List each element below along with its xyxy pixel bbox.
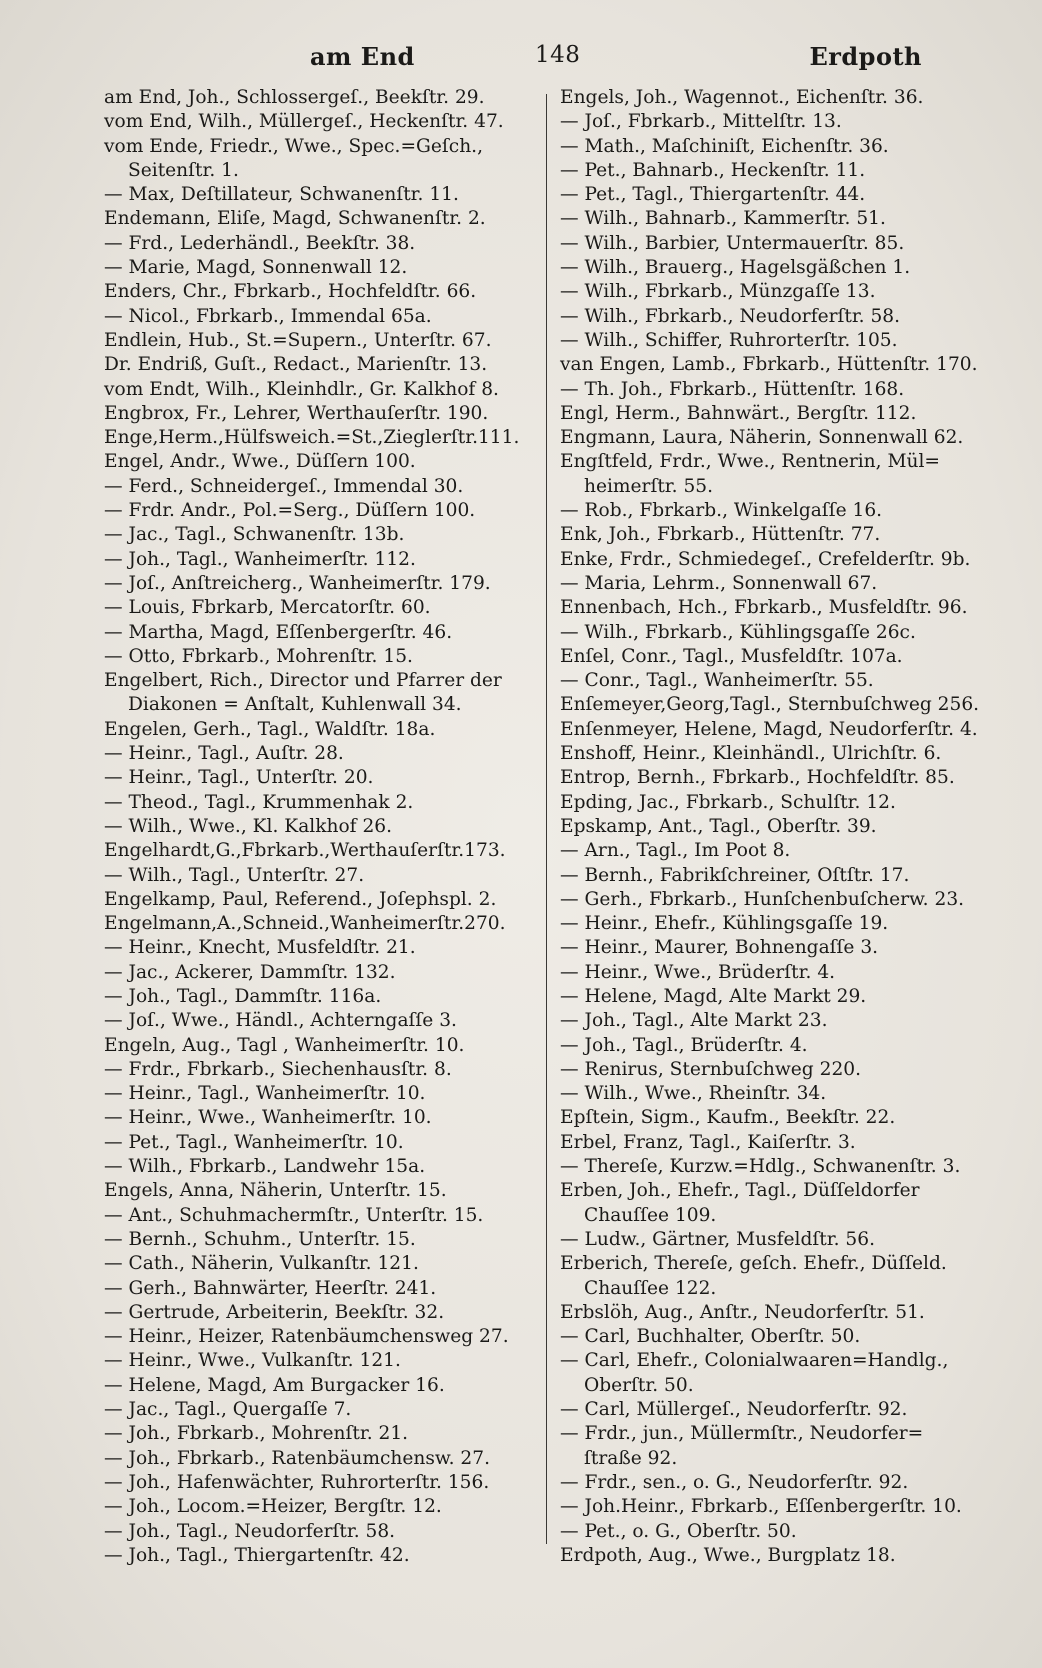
directory-entry-line: — Wilh., Barbier, Untermauerſtr. 85. bbox=[560, 232, 905, 254]
directory-entry-line: ſtraße 92. bbox=[584, 1447, 678, 1469]
directory-entry-line: — Heinr., Ehefr., Kühlingsgaſſe 19. bbox=[560, 913, 889, 935]
directory-entry-line: — Heinr., Wwe., Wanheimerſtr. 10. bbox=[104, 1107, 432, 1129]
directory-entry-line: — Helene, Magd, Alte Markt 29. bbox=[560, 985, 867, 1007]
directory-entry-line: Endlein, Hub., St.=Supern., Unterſtr. 67. bbox=[104, 329, 492, 351]
directory-entry-line: Enſenmeyer, Helene, Magd, Neudorferſtr. 4. bbox=[560, 718, 978, 740]
directory-entry-line: — Theod., Tagl., Krummenhak 2. bbox=[104, 791, 414, 813]
directory-entry-line: — Wilh., Wwe., Rheinſtr. 34. bbox=[560, 1083, 827, 1105]
directory-entry-line: Chauſſee 122. bbox=[584, 1277, 717, 1299]
directory-entry-line: — Gertrude, Arbeiterin, Beekſtr. 32. bbox=[104, 1301, 445, 1323]
left-column bbox=[104, 86, 536, 1568]
directory-entry-line: Epding, Jac., Fbrkarb., Schulſtr. 12. bbox=[560, 791, 896, 813]
page-header bbox=[105, 42, 990, 76]
directory-entry-line: Ennenbach, Hch., Fbrkarb., Musfeldſtr. 96. bbox=[560, 597, 968, 619]
directory-entry-line: — Gerh., Bahnwärter, Heerſtr. 241. bbox=[104, 1277, 437, 1299]
directory-entry-line: Enders, Chr., Fbrkarb., Hochfeldſtr. 66. bbox=[104, 281, 477, 303]
directory-entry-line: vom Endt, Wilh., Kleinhdlr., Gr. Kalkhof 8. bbox=[104, 378, 499, 400]
directory-entry-line: — Joh., Hafenwächter, Ruhrorterſtr. 156. bbox=[104, 1471, 490, 1493]
directory-entry-line: — Heinr., Heizer, Ratenbäumchensweg 27. bbox=[104, 1326, 509, 1348]
directory-entry-line: — Renirus, Sternbuſchweg 220. bbox=[560, 1058, 862, 1080]
directory-entry-line: Engels, Joh., Wagennot., Eichenſtr. 36. bbox=[560, 87, 924, 108]
directory-entry-line: — Joſ., Wwe., Händl., Achterngaſſe 3. bbox=[104, 1010, 457, 1032]
directory-entry-line: — Joh., Fbrkarb., Mohrenſtr. 21. bbox=[104, 1423, 409, 1445]
directory-entry-line: am End, Joh., Schlossergeſ., Beekſtr. 29. bbox=[104, 87, 485, 108]
directory-entry-line: Diakonen = Anſtalt, Kuhlenwall 34. bbox=[128, 694, 462, 716]
directory-entry-line: Engelhardt,G.,Fbrkarb.,Werthauſerſtr.173. bbox=[104, 840, 506, 862]
directory-entry-line: — Martha, Magd, Eſſenbergerſtr. 46. bbox=[104, 621, 453, 643]
directory-entry-line: — Pet., Tagl., Thiergartenſtr. 44. bbox=[560, 184, 866, 206]
directory-entry-line: — Wilh., Tagl., Unterſtr. 27. bbox=[104, 864, 365, 886]
directory-entry-line: — Wilh., Bahnarb., Kammerſtr. 51. bbox=[560, 208, 886, 230]
directory-entry-line: — Frdr., Fbrkarb., Siechenhausſtr. 8. bbox=[104, 1058, 452, 1080]
directory-entry-line: Erbel, Franz, Tagl., Kaiſerſtr. 3. bbox=[560, 1131, 856, 1153]
directory-entry-line: — Joh., Tagl., Thiergartenſtr. 42. bbox=[104, 1544, 410, 1566]
directory-entry-line: Oberſtr. 50. bbox=[584, 1374, 694, 1396]
directory-entry-line: Enk, Joh., Fbrkarb., Hüttenſtr. 77. bbox=[560, 524, 881, 546]
directory-entry-line: Enſemeyer,Georg,Tagl., Sternbuſchweg 256. bbox=[560, 694, 980, 716]
directory-entry-line: — Math., Maſchiniſt, Eichenſtr. 36. bbox=[560, 135, 889, 157]
directory-entry-line: — Thereſe, Kurzw.=Hdlg., Schwanenſtr. 3. bbox=[560, 1156, 961, 1178]
directory-entry-line: — Heinr., Tagl., Auſtr. 28. bbox=[104, 743, 344, 765]
directory-entry-line: Engeln, Aug., Tagl , Wanheimerſtr. 10. bbox=[104, 1034, 465, 1056]
directory-entry-line: — Wilh., Fbrkarb., Neudorferſtr. 58. bbox=[560, 305, 901, 327]
directory-entry-line: — Cath., Näherin, Vulkanſtr. 121. bbox=[104, 1253, 419, 1275]
directory-entry-line: — Wilh., Wwe., Kl. Kalkhof 26. bbox=[104, 815, 393, 837]
directory-entry-line: Engſtfeld, Frdr., Wwe., Rentnerin, Mül= bbox=[560, 451, 940, 473]
directory-entry-line: — Joh., Fbrkarb., Ratenbäumchensw. 27. bbox=[104, 1447, 490, 1469]
directory-entry-line: Engl, Herm., Bahnwärt., Bergſtr. 112. bbox=[560, 402, 917, 424]
directory-entry-line: Engmann, Laura, Näherin, Sonnenwall 62. bbox=[560, 427, 964, 449]
directory-entry-line: — Nicol., Fbrkarb., Immendal 65a. bbox=[104, 305, 432, 327]
directory-entry-line: — Carl, Buchhalter, Oberſtr. 50. bbox=[560, 1326, 861, 1348]
directory-entry-line: Enke, Frdr., Schmiedegeſ., Crefelderſtr. 9b. bbox=[560, 548, 971, 570]
directory-entry-line: — Wilh., Brauerg., Hagelsgäßchen 1. bbox=[560, 257, 911, 279]
directory-entry-line: — Jac., Tagl., Schwanenſtr. 13b. bbox=[104, 524, 405, 546]
directory-entry-line: — Heinr., Tagl., Wanheimerſtr. 10. bbox=[104, 1083, 426, 1105]
directory-entry-line: — Th. Joh., Fbrkarb., Hüttenſtr. 168. bbox=[560, 378, 905, 400]
directory-entry-line: Epſtein, Sigm., Kaufm., Beekſtr. 22. bbox=[560, 1107, 896, 1129]
directory-entry-line: — Heinr., Wwe., Brüderſtr. 4. bbox=[560, 961, 836, 983]
directory-entry-line: Enſel, Conr., Tagl., Musfeldſtr. 107a. bbox=[560, 645, 903, 667]
directory-entry-line: — Joh., Locom.=Heizer, Bergſtr. 12. bbox=[104, 1496, 442, 1518]
directory-entry-line: Seitenſtr. 1. bbox=[128, 159, 239, 181]
directory-entry-line: — Ant., Schuhmachermſtr., Unterſtr. 15. bbox=[104, 1204, 484, 1226]
directory-entry-line: Erdpoth, Aug., Wwe., Burgplatz 18. bbox=[560, 1544, 896, 1566]
directory-entry-line: vom Ende, Friedr., Wwe., Spec.=Geſch., bbox=[104, 135, 483, 157]
directory-entry-line: — Rob., Fbrkarb., Winkelgaſſe 16. bbox=[560, 500, 883, 522]
directory-entry-line: Engelbert, Rich., Director und Pfarrer der bbox=[104, 670, 502, 692]
directory-entry-line: — Max, Deſtillateur, Schwanenſtr. 11. bbox=[104, 184, 459, 206]
directory-entry-line: — Wilh., Schiffer, Ruhrorterſtr. 105. bbox=[560, 329, 898, 351]
directory-entry-line: Entrop, Bernh., Fbrkarb., Hochfeldſtr. 85. bbox=[560, 767, 955, 789]
directory-entry-line: heimerſtr. 55. bbox=[584, 475, 714, 497]
directory-entry-line: — Heinr., Knecht, Musfeldſtr. 21. bbox=[104, 937, 416, 959]
directory-entry-line: — Ludw., Gärtner, Musfeldſtr. 56. bbox=[560, 1228, 875, 1250]
directory-entry-line: Engelkamp, Paul, Referend., Joſephspl. 2. bbox=[104, 888, 497, 910]
right-column bbox=[560, 86, 992, 1568]
directory-entry-line: Erbslöh, Aug., Anſtr., Neudorferſtr. 51. bbox=[560, 1301, 925, 1323]
directory-entry-line: — Joh., Tagl., Neudorferſtr. 58. bbox=[104, 1520, 396, 1542]
directory-entry-line: — Frdr. Andr., Pol.=Serg., Düſſern 100. bbox=[104, 500, 476, 522]
directory-entry-line: — Frdr., sen., o. G., Neudorferſtr. 92. bbox=[560, 1471, 909, 1493]
directory-entry-line: — Heinr., Tagl., Unterſtr. 20. bbox=[104, 767, 374, 789]
directory-entry-line: — Bernh., Fabrikſchreiner, Oſtſtr. 17. bbox=[560, 864, 910, 886]
directory-entry-line: — Joh.Heinr., Fbrkarb., Eſſenbergerſtr. 10. bbox=[560, 1496, 962, 1518]
header-left-guideword: am End bbox=[310, 42, 415, 71]
directory-entry-line: — Wilh., Fbrkarb., Münzgaſſe 13. bbox=[560, 281, 876, 303]
directory-entry-line: — Pet., Tagl., Wanheimerſtr. 10. bbox=[104, 1131, 404, 1153]
directory-entry-line: van Engen, Lamb., Fbrkarb., Hüttenſtr. 170. bbox=[560, 354, 978, 376]
directory-entry-line: — Carl, Ehefr., Colonialwaaren=Handlg., bbox=[560, 1350, 949, 1372]
directory-entry-line: Enshoff, Heinr., Kleinhändl., Ulrichſtr. 6. bbox=[560, 743, 942, 765]
page-number: 148 bbox=[535, 42, 581, 68]
directory-entry-line: — Joh., Tagl., Alte Markt 23. bbox=[560, 1010, 828, 1032]
directory-entry-line: Engels, Anna, Näherin, Unterſtr. 15. bbox=[104, 1180, 447, 1202]
directory-entry-line: — Helene, Magd, Am Burgacker 16. bbox=[104, 1374, 445, 1396]
directory-entry-line: — Conr., Tagl., Wanheimerſtr. 55. bbox=[560, 670, 874, 692]
directory-entry-line: — Jac., Tagl., Quergaſſe 7. bbox=[104, 1399, 352, 1421]
directory-entry-line: Chauſſee 109. bbox=[584, 1204, 717, 1226]
directory-entry-line: — Carl, Müllergeſ., Neudorferſtr. 92. bbox=[560, 1399, 908, 1421]
column-divider bbox=[546, 94, 547, 1544]
directory-entry-line: Erberich, Thereſe, geſch. Ehefr., Düſſeld. bbox=[560, 1253, 947, 1275]
directory-entry-line: — Joſ., Anſtreicherg., Wanheimerſtr. 179. bbox=[104, 572, 491, 594]
directory-entry-line: — Wilh., Fbrkarb., Landwehr 15a. bbox=[104, 1156, 426, 1178]
directory-entry-line: Endemann, Eliſe, Magd, Schwanenſtr. 2. bbox=[104, 208, 486, 230]
directory-entry-line: — Louis, Fbrkarb, Mercatorſtr. 60. bbox=[104, 597, 431, 619]
directory-entry-line: — Otto, Fbrkarb., Mohrenſtr. 15. bbox=[104, 645, 413, 667]
directory-entry-line: — Wilh., Fbrkarb., Kühlingsgaſſe 26c. bbox=[560, 621, 916, 643]
directory-entry-line: Engel, Andr., Wwe., Düſſern 100. bbox=[104, 451, 416, 473]
directory-entry-line: — Heinr., Maurer, Bohnengaſſe 3. bbox=[560, 937, 879, 959]
directory-entry-line: — Joh., Tagl., Wanheimerſtr. 112. bbox=[104, 548, 416, 570]
directory-entry-line: — Arn., Tagl., Im Poot 8. bbox=[560, 840, 791, 862]
directory-entry-line: — Heinr., Wwe., Vulkanſtr. 121. bbox=[104, 1350, 401, 1372]
directory-entry-line: Epskamp, Ant., Tagl., Oberſtr. 39. bbox=[560, 815, 877, 837]
directory-entry-line: — Frdr., jun., Müllermſtr., Neudorfer= bbox=[560, 1423, 924, 1445]
directory-entry-line: — Pet., Bahnarb., Heckenſtr. 11. bbox=[560, 159, 866, 181]
header-right-guideword: Erdpoth bbox=[809, 42, 922, 71]
directory-entry-line: — Ferd., Schneidergeſ., Immendal 30. bbox=[104, 475, 464, 497]
directory-entry-line: Engelen, Gerh., Tagl., Waldſtr. 18a. bbox=[104, 718, 436, 740]
directory-entry-line: — Jac., Ackerer, Dammſtr. 132. bbox=[104, 961, 396, 983]
directory-entry-line: — Gerh., Fbrkarb., Hunſchenbuſcherw. 23. bbox=[560, 888, 965, 910]
directory-entry-line: Erben, Joh., Ehefr., Tagl., Düſſeldorfer bbox=[560, 1180, 920, 1202]
directory-entry-line: — Joſ., Fbrkarb., Mittelſtr. 13. bbox=[560, 111, 842, 133]
directory-entry-line: — Bernh., Schuhm., Unterſtr. 15. bbox=[104, 1228, 416, 1250]
directory-entry-line: Enge,Herm.,Hülfsweich.=St.,Zieglerſtr.111. bbox=[104, 427, 520, 449]
directory-entry-line: — Marie, Magd, Sonnenwall 12. bbox=[104, 257, 408, 279]
directory-entry-line: — Maria, Lehrm., Sonnenwall 67. bbox=[560, 572, 878, 594]
directory-entry-line: Dr. Endriß, Guſt., Redact., Marienſtr. 13. bbox=[104, 354, 488, 376]
directory-entry-line: — Pet., o. G., Oberſtr. 50. bbox=[560, 1520, 797, 1542]
directory-entry-line: — Frd., Lederhändl., Beekſtr. 38. bbox=[104, 232, 416, 254]
directory-entry-line: — Joh., Tagl., Dammſtr. 116a. bbox=[104, 985, 382, 1007]
directory-entry-line: vom End, Wilh., Müllergeſ., Heckenſtr. 47. bbox=[104, 111, 504, 133]
directory-entry-line: Engbrox, Fr., Lehrer, Werthauſerſtr. 190. bbox=[104, 402, 489, 424]
directory-entry-line: — Joh., Tagl., Brüderſtr. 4. bbox=[560, 1034, 808, 1056]
directory-entry-line: Engelmann,A.,Schneid.,Wanheimerſtr.270. bbox=[104, 913, 506, 935]
